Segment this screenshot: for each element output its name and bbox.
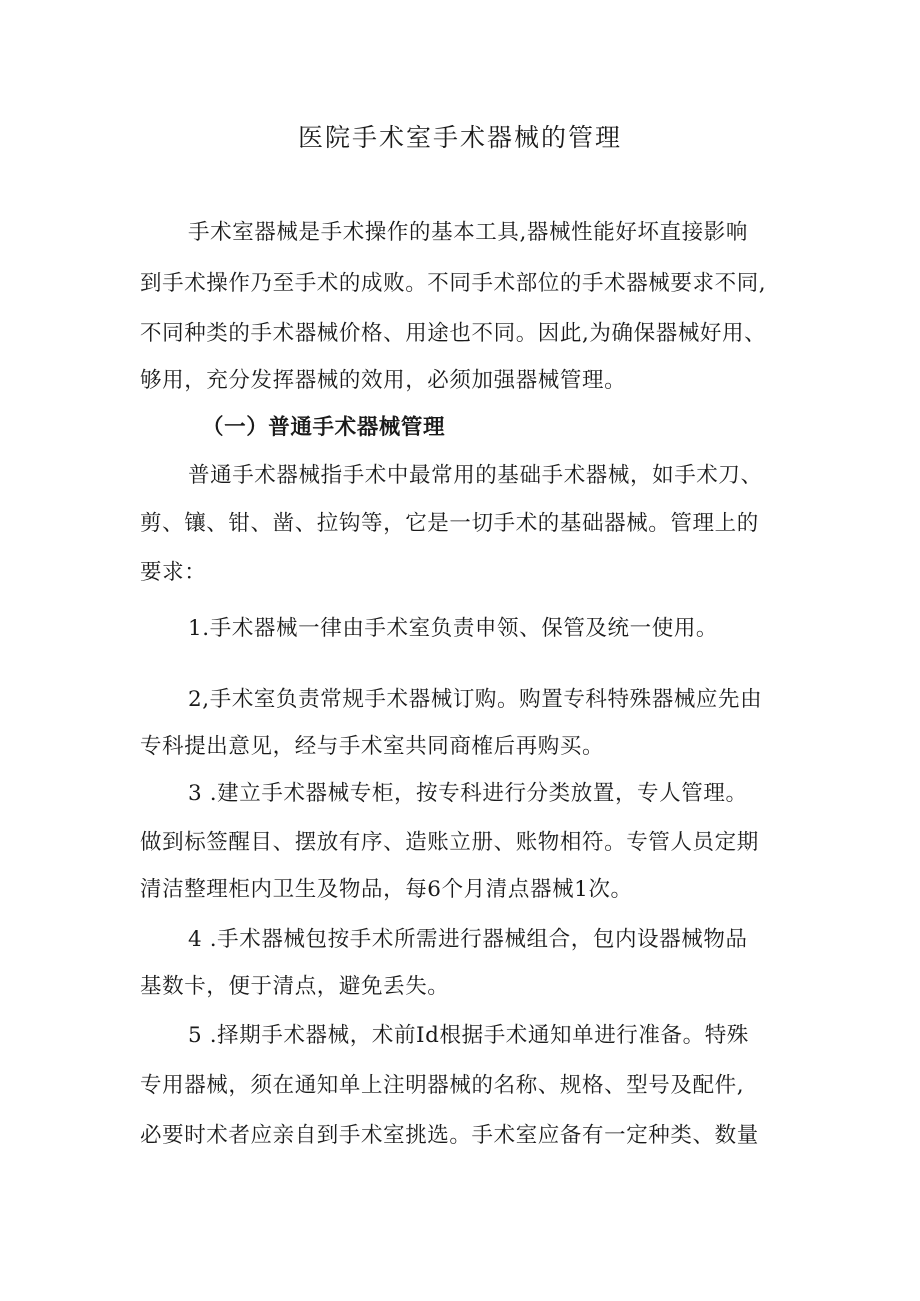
list-item-2-line: 2,手术室负责常规手术器械订购。购置专科特殊器械应先由 bbox=[188, 687, 763, 712]
section-intro-line: 剪、镶、钳、凿、拉钩等，它是一切手术的基础器械。管理上的 bbox=[140, 511, 759, 536]
list-item-3-line: 3 .建立手术器械专柜，按专科进行分类放置，专人管理。 bbox=[188, 781, 748, 806]
list-item-3-line: 清洁整理柜内卫生及物品，每6个月清点器械1次。 bbox=[140, 877, 633, 902]
list-item-5-line: 必要时术者应亲自到手术室挑选。手术室应备有一定种类、数量 bbox=[140, 1123, 759, 1148]
list-item-4-line: 4 .手术器械包按手术所需进行器械组合，包内设器械物品 bbox=[188, 927, 748, 952]
list-item-4-line: 基数卡，便于清点，避免丢失。 bbox=[140, 974, 450, 999]
intro-line: 手术室器械是手术操作的基本工具,器械性能好坏直接影响 bbox=[188, 220, 748, 245]
section-intro-line: 普通手术器械指手术中最常用的基础手术器械，如手术刀、 bbox=[188, 463, 763, 488]
list-item-5-line: 5 .择期手术器械，术前Id根据手术通知单进行准备。特殊 bbox=[188, 1023, 749, 1048]
intro-line: 到手术操作乃至手术的成败。不同手术部位的手术器械要求不同, bbox=[140, 271, 767, 296]
list-item-5-line: 专用器械，须在通知单上注明器械的名称、规格、型号及配件, bbox=[140, 1073, 745, 1098]
intro-line: 不同种类的手术器械价格、用途也不同。因此,为确保器械好用、 bbox=[140, 321, 767, 346]
list-item-1-line: 1.手术器械一律由手术室负责申领、保管及统一使用。 bbox=[188, 616, 719, 641]
section-intro-line: 要求： bbox=[140, 560, 207, 585]
list-item-2-line: 专科提出意见，经与手术室共同商榷后再购买。 bbox=[140, 734, 605, 759]
document-title: 医院手术室手术器械的管理 bbox=[297, 123, 622, 152]
list-item-3-line: 做到标签醒目、摆放有序、造账立册、账物相符。专管人员定期 bbox=[140, 830, 759, 855]
section-heading: （一）普通手术器械管理 bbox=[202, 415, 446, 440]
intro-line: 够用，充分发挥器械的效用，必须加强器械管理。 bbox=[140, 368, 627, 393]
